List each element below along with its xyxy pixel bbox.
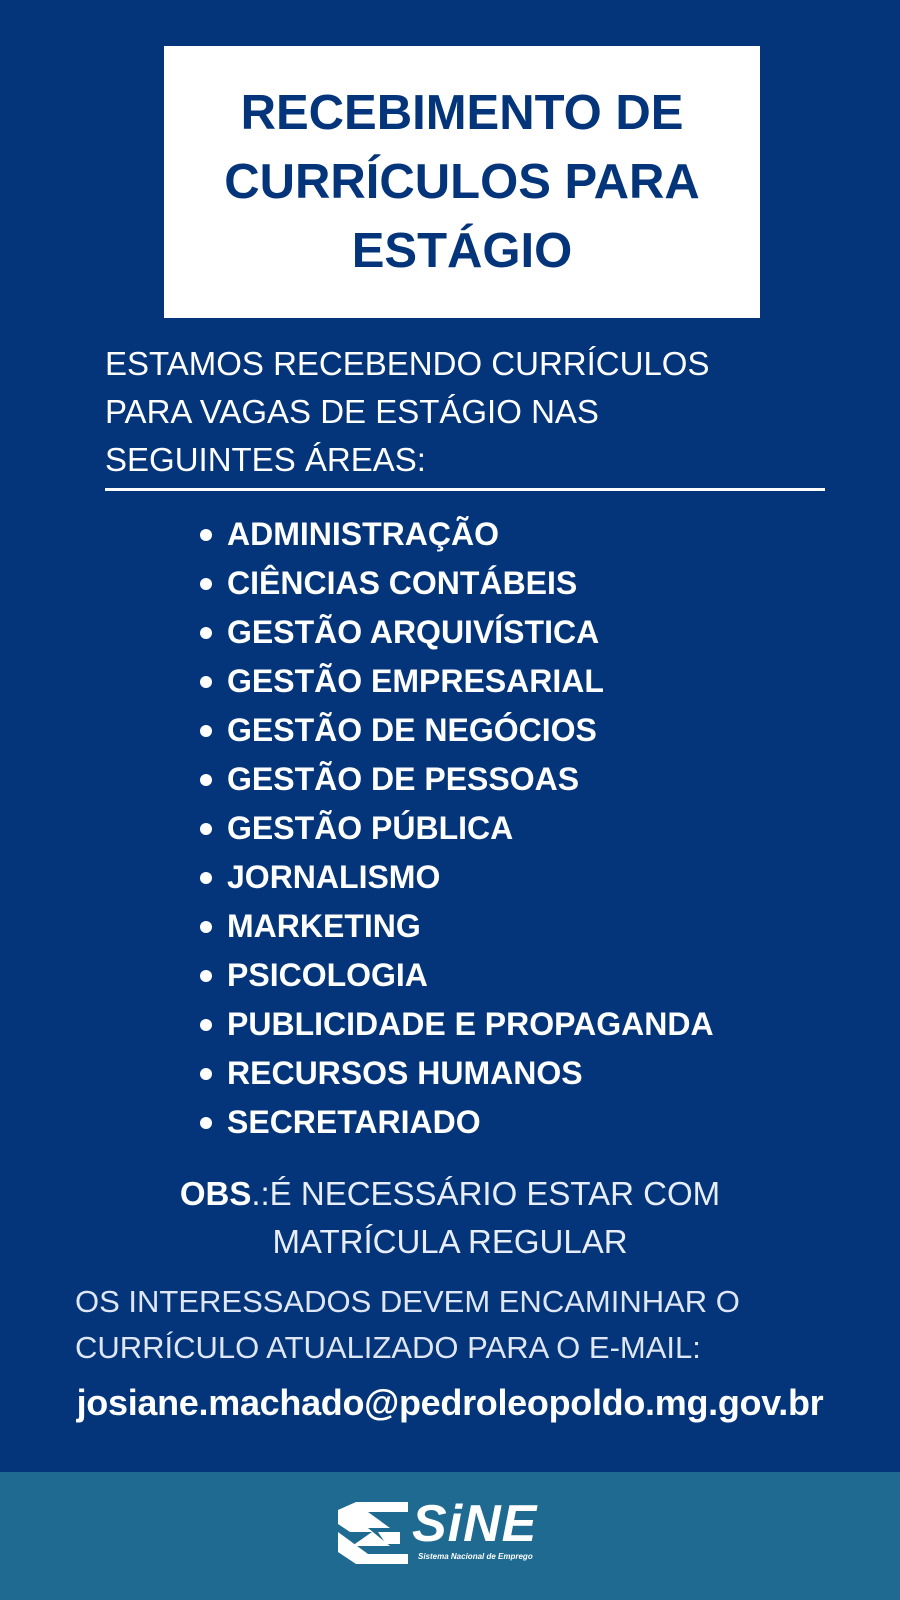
- area-label: GESTÃO PÚBLICA: [227, 810, 514, 846]
- title-line-3: ESTÁGIO: [351, 223, 573, 278]
- areas-list: [200, 510, 714, 1147]
- bullet-icon: [200, 676, 212, 688]
- sine-logo-icon: [338, 1502, 408, 1564]
- list-item: [200, 804, 714, 853]
- list-item: [200, 1000, 714, 1049]
- instructions: [75, 1279, 875, 1371]
- bullet-icon: [200, 1068, 212, 1080]
- bullet-icon: [200, 1117, 212, 1129]
- area-label: GESTÃO EMPRESARIAL: [227, 663, 604, 699]
- intro-line-3: SEGUINTES ÁREAS:: [105, 441, 426, 478]
- logo-text: SiNE: [412, 1495, 538, 1553]
- area-label: RECURSOS HUMANOS: [227, 1055, 583, 1091]
- list-item: [200, 510, 714, 559]
- area-label: CIÊNCIAS CONTÁBEIS: [227, 565, 578, 601]
- bullet-icon: [200, 1019, 212, 1031]
- obs-label: OBS: [179, 1175, 252, 1212]
- obs-line-1: [0, 1170, 900, 1218]
- area-label: GESTÃO DE NEGÓCIOS: [227, 712, 597, 748]
- bullet-icon: [200, 921, 212, 933]
- area-label: JORNALISMO: [227, 859, 441, 895]
- obs-note: [0, 1170, 900, 1266]
- list-item: [200, 706, 714, 755]
- area-label: GESTÃO ARQUIVÍSTICA: [227, 614, 600, 650]
- area-label: SECRETARIADO: [227, 1104, 481, 1140]
- sine-logo: [338, 1492, 558, 1574]
- obs-text-2: MATRÍCULA REGULAR: [272, 1223, 628, 1260]
- obs-text-1: .:É NECESSÁRIO ESTAR COM: [251, 1175, 721, 1212]
- list-item: [200, 902, 714, 951]
- bullet-icon: [200, 529, 212, 541]
- list-item: [200, 951, 714, 1000]
- list-item: [200, 755, 714, 804]
- bullet-icon: [200, 627, 212, 639]
- bullet-icon: [200, 970, 212, 982]
- list-item: [200, 559, 714, 608]
- list-item: [200, 657, 714, 706]
- list-item: [200, 853, 714, 902]
- bullet-icon: [200, 725, 212, 737]
- bullet-icon: [200, 823, 212, 835]
- area-label: ADMINISTRAÇÃO: [227, 516, 499, 552]
- footer-bar: [0, 1472, 900, 1600]
- area-label: GESTÃO DE PESSOAS: [227, 761, 580, 797]
- instructions-line-2: CURRÍCULO ATUALIZADO PARA O E-MAIL:: [75, 1330, 701, 1365]
- instructions-line-1: OS INTERESSADOS DEVEM ENCAMINHAR O: [75, 1284, 740, 1319]
- bullet-icon: [200, 578, 212, 590]
- list-item: [200, 1098, 714, 1147]
- list-item: [200, 1049, 714, 1098]
- intro-line-2: PARA VAGAS DE ESTÁGIO NAS: [105, 393, 599, 430]
- bullet-icon: [200, 774, 212, 786]
- logo-subtitle: Sistema Nacional de Emprego: [418, 1552, 533, 1561]
- area-label: PUBLICIDADE E PROPAGANDA: [227, 1006, 714, 1042]
- intro-text: [105, 340, 825, 484]
- bullet-icon: [200, 872, 212, 884]
- divider-line: [105, 488, 825, 491]
- contact-email: josiane.machado@pedroleopoldo.mg.gov.br: [76, 1382, 824, 1423]
- title-box: [164, 46, 760, 318]
- title-line-2: CURRÍCULOS PARA: [224, 154, 700, 209]
- title-line-1: RECEBIMENTO DE: [240, 85, 684, 140]
- area-label: PSICOLOGIA: [227, 957, 428, 993]
- list-item: [200, 608, 714, 657]
- intro-line-1: ESTAMOS RECEBENDO CURRÍCULOS: [105, 345, 710, 382]
- area-label: MARKETING: [227, 908, 421, 944]
